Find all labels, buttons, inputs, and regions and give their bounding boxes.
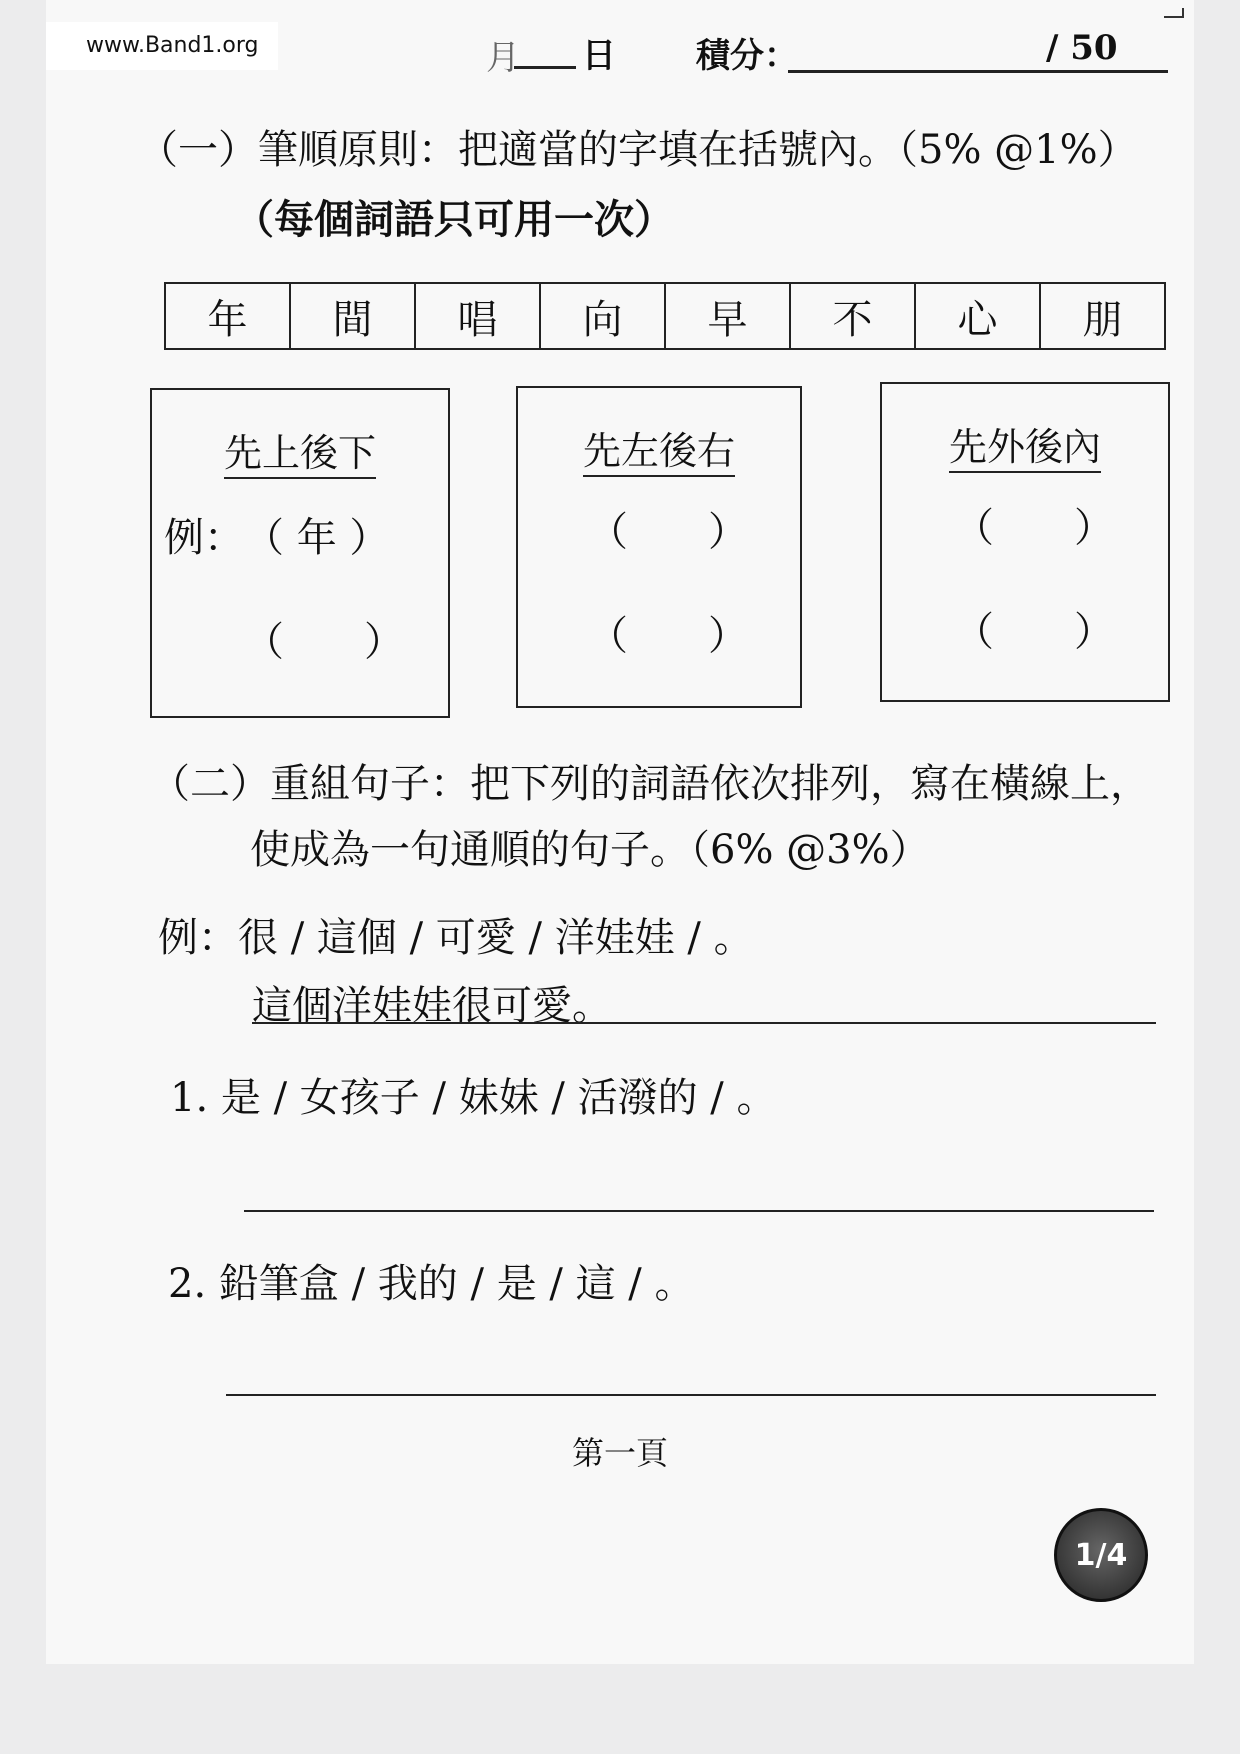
word-bank-cell: 間 bbox=[291, 284, 416, 348]
section1-title: （一）筆順原則：把適當的字填在括號內。（5% @1%） bbox=[138, 127, 1138, 173]
answer-line-2[interactable] bbox=[226, 1394, 1156, 1396]
rule-heading-text: 先上後下 bbox=[224, 431, 376, 479]
answer-blank[interactable]: （ ） bbox=[244, 619, 404, 665]
word-bank-cell: 心 bbox=[916, 284, 1041, 348]
worksheet-page bbox=[46, 0, 1194, 1664]
word-bank-cell: 年 bbox=[166, 284, 291, 348]
rule-heading-text: 先左後右 bbox=[583, 429, 735, 477]
rule-heading bbox=[152, 422, 448, 477]
answer-blank[interactable]: （ ） bbox=[954, 609, 1114, 655]
score-blank-line bbox=[788, 70, 1168, 73]
watermark-url: www.Band1.org bbox=[46, 22, 278, 70]
example-answer: （ 年 ） bbox=[244, 515, 390, 561]
example-answer-line bbox=[252, 1022, 1156, 1024]
score-total: / 50 bbox=[1046, 28, 1118, 68]
month-mark: 月 bbox=[486, 38, 520, 78]
day-blank-line bbox=[514, 66, 576, 69]
word-bank-cell: 朋 bbox=[1082, 296, 1123, 343]
answer-blank[interactable]: （ ） bbox=[588, 509, 748, 555]
section2-title: （二）重組句子：把下列的詞語依次排列，寫在橫線上， bbox=[150, 761, 1150, 807]
section2-subtitle: 使成為一句通順的句子。（6% @3%） bbox=[250, 827, 930, 873]
page-number-badge: 1/4 bbox=[1054, 1508, 1148, 1602]
section1-note: （每個詞語只可用一次） bbox=[234, 196, 674, 243]
example-answer-sentence: 這個洋娃娃很可愛。 bbox=[252, 983, 612, 1029]
example-label: 例： bbox=[164, 515, 244, 561]
rule-heading-text: 先外後內 bbox=[949, 425, 1101, 473]
example-prompt: 例：很 / 這個 / 可愛 / 洋娃娃 / 。 bbox=[158, 915, 754, 961]
word-bank-cell: 向 bbox=[541, 284, 666, 348]
score-label: 積分： bbox=[696, 36, 798, 76]
word-bank-cell: 早 bbox=[666, 284, 791, 348]
answer-blank[interactable]: （ ） bbox=[954, 505, 1114, 551]
corner-mark bbox=[1164, 8, 1184, 18]
question-2: 2. 鉛筆盒 / 我的 / 是 / 這 / 。 bbox=[168, 1261, 695, 1307]
answer-blank[interactable]: （ ） bbox=[588, 613, 748, 659]
question-1: 1. 是 / 女孩子 / 妹妹 / 活潑的 / 。 bbox=[170, 1075, 777, 1121]
page-footer: 第一頁 bbox=[571, 1434, 668, 1472]
rule-heading bbox=[518, 420, 800, 475]
rule-heading bbox=[882, 416, 1168, 471]
rule-box-top-bottom bbox=[150, 388, 450, 718]
word-bank-cell: 不 bbox=[791, 284, 916, 348]
word-bank-cell: 唱 bbox=[416, 284, 541, 348]
word-bank-table bbox=[164, 282, 1166, 350]
rule-box-outside-inside bbox=[880, 382, 1170, 702]
answer-line-1[interactable] bbox=[244, 1210, 1154, 1212]
rule-box-left-right bbox=[516, 386, 802, 708]
day-label: 日 bbox=[582, 36, 616, 76]
